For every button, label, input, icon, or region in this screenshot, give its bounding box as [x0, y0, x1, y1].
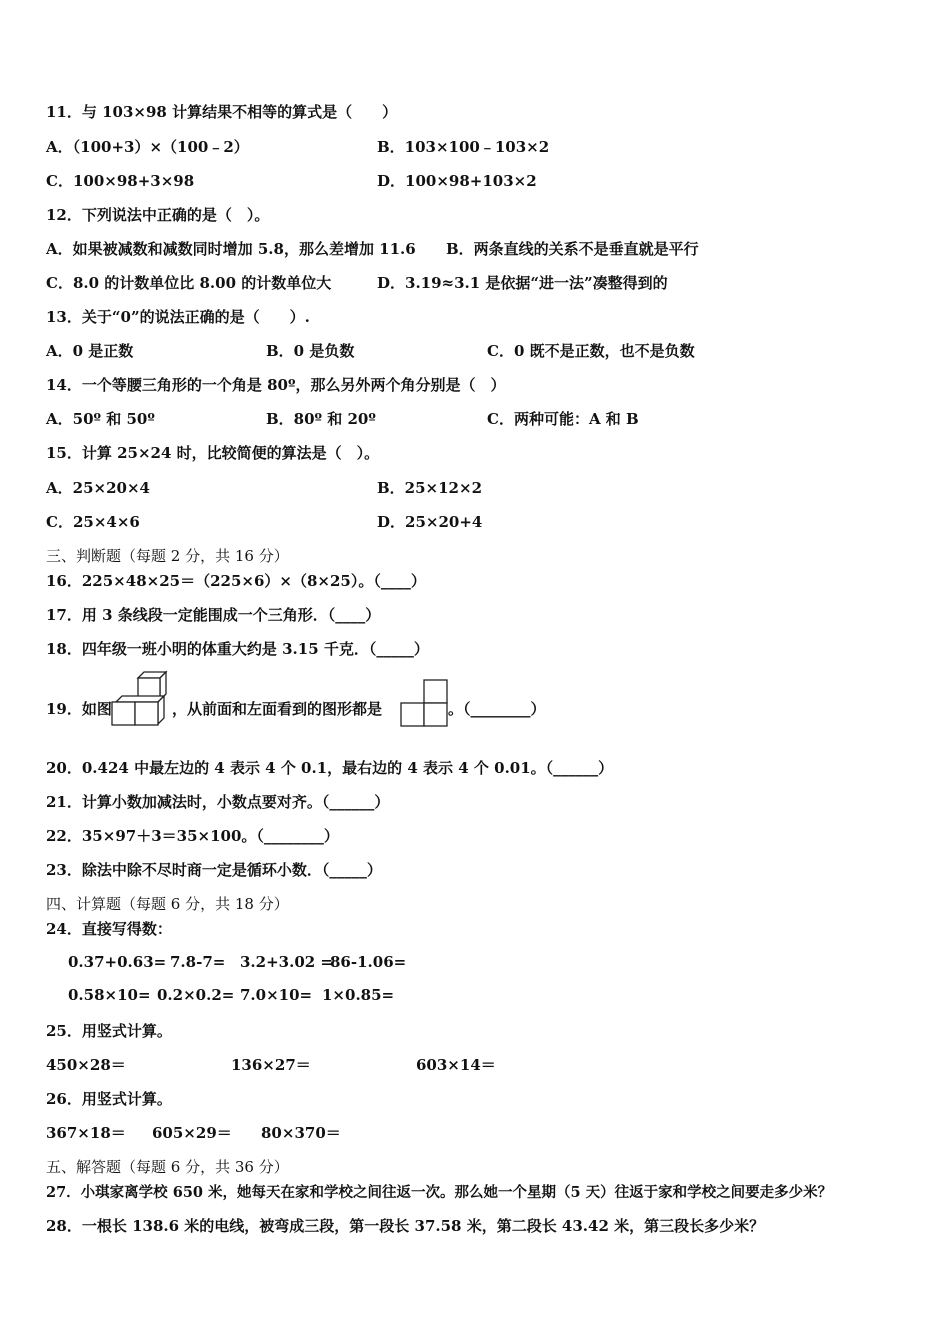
q17: 17．用 3 条线段一定能围成一个三角形．（____）	[46, 606, 381, 624]
q12-option-b: B．两条直线的关系不是垂直就是平行	[446, 240, 699, 258]
q13-stem: 13．关于“0”的说法正确的是（ ）.	[46, 308, 310, 326]
q15-option-c: C．25×4×6	[46, 513, 140, 531]
q19-text-3: 。（________）	[448, 700, 546, 718]
q14-option-a: A．50º 和 50º	[46, 410, 155, 428]
q16: 16．225×48×25＝（225×6）×（8×25）。（____）	[46, 572, 426, 590]
q25-item: 450×28＝	[46, 1056, 126, 1074]
q11-option-c: C．100×98+3×98	[46, 172, 195, 190]
q21: 21．计算小数加减法时，小数点要对齐。（______）	[46, 793, 390, 811]
section-5-heading: 五、解答题（每题 6 分，共 36 分）	[46, 1158, 289, 1176]
q23: 23．除法中除不尽时商一定是循环小数．（_____）	[46, 861, 382, 879]
q15-stem: 15．计算 25×24 时，比较简便的算法是（ ）。	[46, 444, 380, 462]
q26-item: 605×29＝	[152, 1124, 232, 1142]
q25-item: 603×14＝	[416, 1056, 496, 1074]
q14-stem: 14．一个等腰三角形的一个角是 80º，那么另外两个角分别是（ ）	[46, 376, 506, 394]
q14-option-b: B．80º 和 20º	[266, 410, 376, 428]
q12-option-a: A．如果被减数和减数同时增加 5.8，那么差增加 11.6	[46, 240, 416, 258]
q24-item: 7.0×10=	[240, 986, 313, 1004]
q25-item: 136×27＝	[231, 1056, 311, 1074]
q24-item: 0.2×0.2=	[157, 986, 235, 1004]
section-3-heading: 三、判断题（每题 2 分，共 16 分）	[46, 547, 289, 565]
q15-option-d: D．25×20+4	[377, 513, 483, 531]
q11-stem: 11．与 103×98 计算结果不相等的算式是（ ）	[46, 103, 398, 121]
q24-item: 7.8-7=	[170, 953, 226, 971]
q20: 20．0.424 中最左边的 4 表示 4 个 0.1，最右边的 4 表示 4 个 0.01。（______）	[46, 759, 614, 777]
q18: 18．四年级一班小明的体重大约是 3.15 千克．（_____）	[46, 640, 429, 658]
q27: 27．小琪家离学校 650 米，她每天在家和学校之间往返一次。那么她一个星期（5 天）往返于家和学校之间要走多少米？	[46, 1184, 833, 1201]
q11-option-b: B．103×100﹣103×2	[377, 138, 550, 156]
q13-option-b: B．0 是负数	[266, 342, 355, 360]
q24-item: 3.2+3.02 =	[240, 953, 333, 971]
q12-option-c: C．8.0 的计数单位比 8.00 的计数单位大	[46, 274, 332, 292]
q11-option-a: A．（100+3）×（100﹣2）	[46, 138, 249, 156]
q14-option-c: C．两种可能：A 和 B	[487, 410, 639, 428]
q24-item: 86-1.06=	[330, 953, 407, 971]
q11-option-d: D．100×98+103×2	[377, 172, 537, 190]
section-4-heading: 四、计算题（每题 6 分，共 18 分）	[46, 895, 289, 913]
q25-stem: 25．用竖式计算。	[46, 1022, 172, 1040]
cube-stack-figure	[110, 670, 168, 728]
q26-item: 367×18＝	[46, 1124, 126, 1142]
q26-stem: 26．用竖式计算。	[46, 1090, 172, 1108]
q22: 22．35×97＋3＝35×100。（________）	[46, 827, 339, 845]
view-shape-figure	[398, 678, 450, 728]
q12-option-d: D．3.19≈3.1 是依据“进一法”凑整得到的	[377, 274, 668, 292]
q15-option-a: A．25×20×4	[46, 479, 150, 497]
q24-stem: 24．直接写得数：	[46, 920, 172, 938]
q24-item: 0.37+0.63=	[68, 953, 167, 971]
q12-stem: 12．下列说法中正确的是（ ）。	[46, 206, 270, 224]
q13-option-c: C．0 既不是正数，也不是负数	[487, 342, 695, 360]
q26-item: 80×370＝	[261, 1124, 341, 1142]
q24-item: 0.58×10=	[68, 986, 151, 1004]
q13-option-a: A．0 是正数	[46, 342, 134, 360]
q15-option-b: B．25×12×2	[377, 479, 483, 497]
q19-text-1: 19．如图	[46, 700, 112, 718]
q24-item: 1×0.85=	[322, 986, 395, 1004]
q28: 28．一根长 138.6 米的电线，被弯成三段，第一段长 37.58 米，第二段长 43.42 米，第三段长多少米？	[46, 1217, 765, 1235]
q19-text-2: ，从前面和左面看到的图形都是	[172, 700, 383, 718]
